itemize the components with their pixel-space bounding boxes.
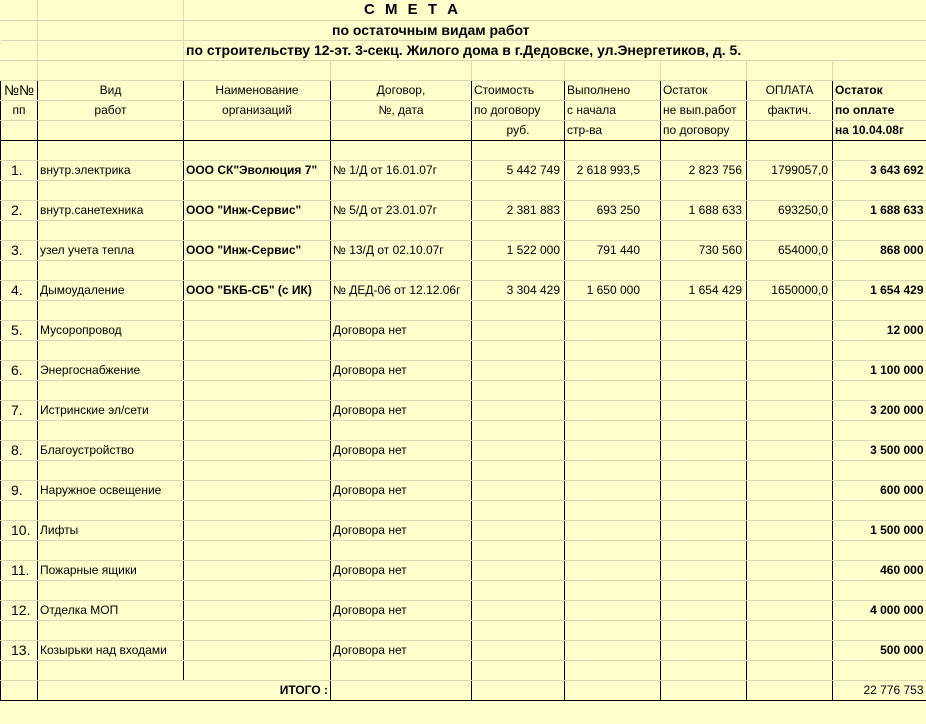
organization (184, 600, 331, 620)
work-type: Наружное освещение (38, 480, 184, 500)
contract: Договора нет (331, 320, 472, 340)
contract-cost: 2 381 883 (472, 200, 565, 220)
actual-payment (747, 600, 833, 620)
actual-payment (747, 480, 833, 500)
contract-cost (472, 400, 565, 420)
payment-balance: 4 000 000 (833, 600, 926, 620)
table-row (1, 360, 926, 380)
remaining-work (661, 400, 747, 420)
row-number: 10. (1, 520, 38, 540)
work-type: Дымоудаление (38, 280, 184, 300)
work-type: Лифты (38, 520, 184, 540)
col-work-header-2: работ (38, 100, 184, 120)
contract-cost: 3 304 429 (472, 280, 565, 300)
row-number: 8. (1, 440, 38, 460)
table-row (1, 280, 926, 300)
contract: Договора нет (331, 640, 472, 660)
completed-amount (565, 600, 661, 620)
payment-balance: 1 500 000 (833, 520, 926, 540)
table-row (1, 400, 926, 420)
spacer-row (1, 260, 926, 280)
row-number: 2. (1, 200, 38, 220)
organization: ООО "БКБ-СБ" (с ИК) (184, 280, 331, 300)
contract-cost (472, 480, 565, 500)
completed-amount (565, 480, 661, 500)
completed-amount (565, 360, 661, 380)
spacer-row (1, 300, 926, 320)
table-row (1, 560, 926, 580)
spacer-row (1, 380, 926, 400)
completed-amount (565, 320, 661, 340)
row-number: 13. (1, 640, 38, 660)
actual-payment (747, 560, 833, 580)
remaining-work (661, 320, 747, 340)
payment-balance: 500 000 (833, 640, 926, 660)
completed-amount: 2 618 993,5 (565, 160, 661, 180)
remaining-work (661, 560, 747, 580)
payment-balance: 12 000 (833, 320, 926, 340)
page-subtitle: по остаточным видам работ (184, 20, 926, 40)
contract: № ДЕД-06 от 12.12.06г (331, 280, 472, 300)
spacer-row (1, 620, 926, 640)
contract-cost (472, 320, 565, 340)
col-num-header-2: пп (1, 100, 38, 120)
table-row (1, 480, 926, 500)
work-type: Отделка МОП (38, 600, 184, 620)
table-row (1, 200, 926, 220)
work-type: внутр.санетехника (38, 200, 184, 220)
actual-payment: 693250,0 (747, 200, 833, 220)
payment-balance: 3 643 692 (833, 160, 926, 180)
completed-amount (565, 560, 661, 580)
col-remaining-header: Остаток (661, 80, 747, 100)
work-type: Пожарные ящики (38, 560, 184, 580)
table-row (1, 440, 926, 460)
contract-cost (472, 600, 565, 620)
completed-amount: 1 650 000 (565, 280, 661, 300)
row-number: 9. (1, 480, 38, 500)
remaining-work: 730 560 (661, 240, 747, 260)
contract: № 5/Д от 23.01.07г (331, 200, 472, 220)
work-type: Благоустройство (38, 440, 184, 460)
col-org-header-2: организаций (184, 100, 331, 120)
total-label: ИТОГО : (38, 680, 331, 700)
contract-cost (472, 440, 565, 460)
actual-payment: 654000,0 (747, 240, 833, 260)
completed-amount (565, 640, 661, 660)
spacer-row (1, 220, 926, 240)
column-header-row-3 (1, 120, 926, 140)
remaining-work (661, 440, 747, 460)
actual-payment (747, 360, 833, 380)
contract: Договора нет (331, 560, 472, 580)
actual-payment (747, 640, 833, 660)
work-type: Истринские эл/сети (38, 400, 184, 420)
spacer-row (1, 500, 926, 520)
contract-cost (472, 560, 565, 580)
contract-cost: 5 442 749 (472, 160, 565, 180)
spacer-row (1, 180, 926, 200)
total-row (1, 680, 926, 700)
col-paid-header: ОПЛАТА (747, 80, 833, 100)
actual-payment (747, 320, 833, 340)
work-type: Энергоснабжение (38, 360, 184, 380)
payment-balance: 868 000 (833, 240, 926, 260)
page-title: С М Е Т А (184, 0, 926, 20)
contract: Договора нет (331, 440, 472, 460)
payment-balance: 1 654 429 (833, 280, 926, 300)
col-num-header: №№ (1, 80, 38, 100)
completed-amount (565, 520, 661, 540)
payment-balance: 600 000 (833, 480, 926, 500)
contract: Договора нет (331, 360, 472, 380)
contract: № 13/Д от 02.10.07г (331, 240, 472, 260)
organization (184, 400, 331, 420)
col-contract-header: Договор, (331, 80, 472, 100)
spacer-row (1, 580, 926, 600)
organization (184, 440, 331, 460)
work-type: Мусоропровод (38, 320, 184, 340)
total-value: 22 776 753 (833, 680, 926, 700)
row-number: 6. (1, 360, 38, 380)
actual-payment: 1650000,0 (747, 280, 833, 300)
row-number: 11. (1, 560, 38, 580)
organization (184, 480, 331, 500)
col-cost-header: Стоимость (472, 80, 565, 100)
spacer-row (1, 660, 926, 680)
col-work-header: Вид (38, 80, 184, 100)
organization: ООО "Инж-Сервис" (184, 240, 331, 260)
title-row (1, 0, 926, 20)
actual-payment (747, 440, 833, 460)
contract: № 1/Д от 16.01.07г (331, 160, 472, 180)
row-number: 7. (1, 400, 38, 420)
col-balance-header: Остаток (833, 80, 926, 100)
remaining-work: 1 688 633 (661, 200, 747, 220)
col-contract-header-2: №, дата (331, 100, 472, 120)
organization (184, 320, 331, 340)
col-cost-header-3: руб. (472, 120, 565, 140)
column-header-row-1 (1, 80, 926, 100)
remaining-work: 1 654 429 (661, 280, 747, 300)
col-balance-header-3: на 10.04.08г (833, 120, 926, 140)
actual-payment: 1799057,0 (747, 160, 833, 180)
table-row (1, 600, 926, 620)
row-number: 5. (1, 320, 38, 340)
organization: ООО "Инж-Сервис" (184, 200, 331, 220)
work-type: Козырьки над входами (38, 640, 184, 660)
col-remaining-header-2: не вып.работ (661, 100, 747, 120)
completed-amount: 791 440 (565, 240, 661, 260)
table-row (1, 640, 926, 660)
col-remaining-header-3: по договору (661, 120, 747, 140)
subtitle-row-2 (1, 40, 926, 60)
organization: ООО СК"Эволюция 7" (184, 160, 331, 180)
remaining-work (661, 600, 747, 620)
spacer-row (1, 140, 926, 160)
col-done-header: Выполнено (565, 80, 661, 100)
remaining-work (661, 640, 747, 660)
table-row (1, 320, 926, 340)
table-row (1, 240, 926, 260)
contract-cost (472, 520, 565, 540)
remaining-work (661, 520, 747, 540)
payment-balance: 1 688 633 (833, 200, 926, 220)
remaining-work (661, 360, 747, 380)
remaining-work: 2 823 756 (661, 160, 747, 180)
contract-cost (472, 360, 565, 380)
col-balance-header-2: по оплате (833, 100, 926, 120)
col-done-header-3: стр-ва (565, 120, 661, 140)
work-type: внутр.электрика (38, 160, 184, 180)
spacer-row (1, 60, 926, 80)
organization (184, 640, 331, 660)
spacer-row (1, 340, 926, 360)
organization (184, 360, 331, 380)
contract-cost: 1 522 000 (472, 240, 565, 260)
actual-payment (747, 520, 833, 540)
contract: Договора нет (331, 400, 472, 420)
table-row (1, 520, 926, 540)
organization (184, 560, 331, 580)
row-number: 4. (1, 280, 38, 300)
organization (184, 520, 331, 540)
payment-balance: 3 500 000 (833, 440, 926, 460)
col-done-header-2: с начала (565, 100, 661, 120)
table-row (1, 160, 926, 180)
column-header-row-2 (1, 100, 926, 120)
actual-payment (747, 400, 833, 420)
spacer-row (1, 420, 926, 440)
spacer-row (1, 540, 926, 560)
spacer-row (1, 460, 926, 480)
row-number: 1. (1, 160, 38, 180)
col-cost-header-2: по договору (472, 100, 565, 120)
payment-balance: 1 100 000 (833, 360, 926, 380)
subtitle-row-1 (1, 20, 926, 40)
work-type: узел учета тепла (38, 240, 184, 260)
col-paid-header-2: фактич. (747, 100, 833, 120)
contract-cost (472, 640, 565, 660)
row-number: 3. (1, 240, 38, 260)
completed-amount (565, 400, 661, 420)
project-description: по строительству 12-эт. 3-секц. Жилого дома в г.Дедовске, ул.Энергетиков, д. 5. (184, 40, 926, 60)
completed-amount (565, 440, 661, 460)
payment-balance: 3 200 000 (833, 400, 926, 420)
col-org-header: Наименование (184, 80, 331, 100)
row-number: 12. (1, 600, 38, 620)
completed-amount: 693 250 (565, 200, 661, 220)
contract: Договора нет (331, 600, 472, 620)
payment-balance: 460 000 (833, 560, 926, 580)
contract: Договора нет (331, 520, 472, 540)
contract: Договора нет (331, 480, 472, 500)
remaining-work (661, 480, 747, 500)
